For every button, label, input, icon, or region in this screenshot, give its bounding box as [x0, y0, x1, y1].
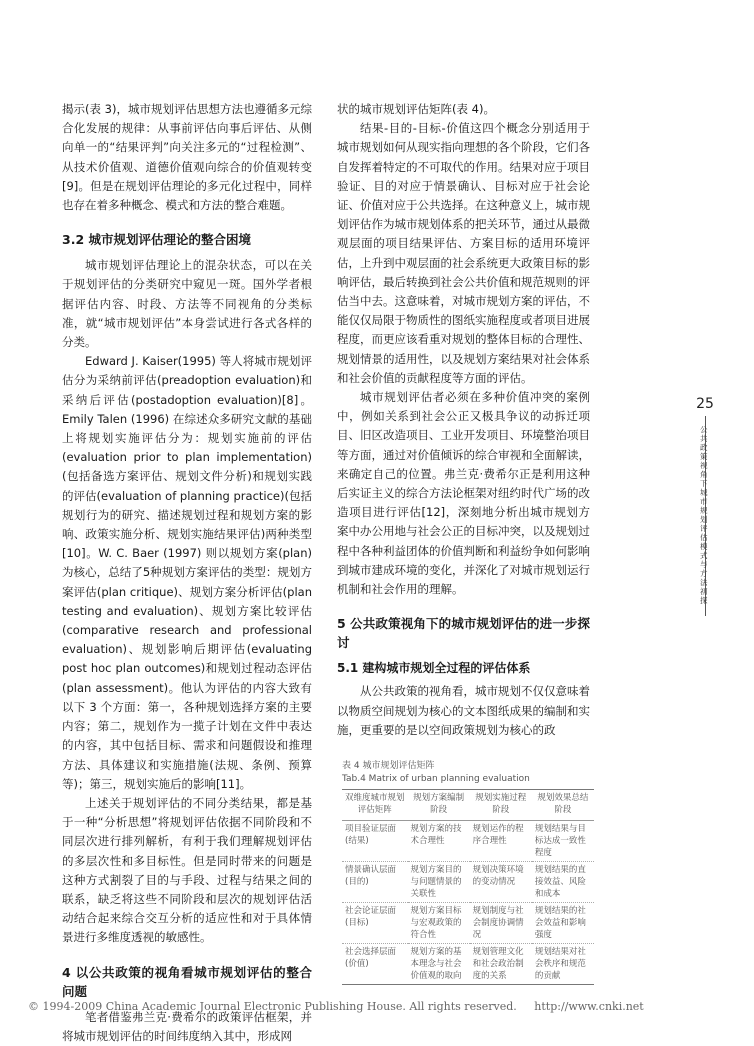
left-text-column [62, 100, 312, 1046]
table-header-row [342, 790, 594, 821]
right-text-column [337, 100, 590, 740]
evaluation-matrix [342, 789, 594, 985]
paragraph: 城市规划评估者必须在多种价值冲突的案例中，例如关系到社会公正又极具争议的动拆迁项目、旧区改造项目、工业开发项目、环境整治项目等方面，通过对价值倾诉的综合审视和全面解读，来确定自己的位置。弗兰克·费希尔正是利用这种后实证主义的综合方法论框架对纽约时代广场的改造项目进行评估[12]，深刻地分析出城市规划方案中办公用地与社会公正的目标冲突，以及规划过程中各种利益团体的价值判断和利益纷争如何影响到城市建成环境的变化，并深化了对城市规划运行机制和社会作用的理解。 [337, 390, 590, 597]
table-cell: 规划结果的直接效益、风险和成本 [532, 862, 594, 903]
table-cell: 规划方案的基本理念与社会价值观的取向 [408, 944, 470, 985]
paragraph: 结果-目的-目标-价值这四个概念分别适用于城市规划如何从现实指向理想的各个阶段，它们各自发挥着特定的不可取代的作用。结果对应于项目验证、目的对应于情景确认、目标对应于社会论证、价值对应于公共选择。在这种意义上，城市规划评估作为城市规划体系的把关环节，通过从最微观层面的项目结果评估、方案目标的适用环境评估，上升到中观层面的社会系统更大政策目标的影响评估，最后转换到社会公共价值和规范规则的评估当中去。这意味着，对城市规划方案的评估，不能仅仅局限于物质性的图纸实施程度或者项目进展程度，而更应该看重对规划的整体目标的合理性、规划情景的适用性，以及规划方案结果对社会体系和社会价值的贡献程度等方面的评估。 [337, 121, 590, 385]
table-cell: 项目验证层面(结果) [342, 821, 408, 862]
table-header-cell: 双维度城市规划评估矩阵 [342, 790, 408, 821]
table-cell: 规划结果对社会秩序和规范的贡献 [532, 944, 594, 985]
table-cell: 规划方案的技术合理性 [408, 821, 470, 862]
table-cell: 规划方案目的与问题情景的关联性 [408, 862, 470, 903]
section-heading-4: 4 以公共政策的视角看城市规划评估的整合问题 [62, 964, 312, 999]
paragraph: Edward J. Kaiser(1995) 等人将城市规划评估分为采纳前评估(preadoption evaluation)和采纳后评估(postadoption evaluation)[8]。Emily Talen (1996) 在综述众多研究文献的基础上将规划实施评估分为：规划实施前的评估(evaluation prior to plan implementation)(包括备选方案评估、规划文件分析)和规划实践的评估(evaluation of planning practice)(包括规划行为的研究、描述规划过程和规划方案的影响、政策实施分析、规划实施结果评估)两种类型 [10]。W. C. Baer (1997) 则以规划方案(plan)为核心，总结了5种规划方案评估的类型：规划方案评估(plan critique)、规划方案分析评估(plan testing and evaluation)、规划方案比较评估(comparative research and professional evaluation)、规划影响后期评估(evaluating post hoc plan outcomes)和规划过程动态评估(plan assessment)。他认为评估的内容大致有以下 3 个方面：第一，各种规划选择方案的主要内容；第二，规划作为一揽子计划在文件中表达的内容，其中包括目标、需求和问题假设和推理方法、具体建议和实施措施(法规、条例、预算等)；第三，规划实施后的影响[11]。 [62, 354, 312, 791]
section-heading-5-1: 5.1 建构城市规划全过程的评估体系 [337, 661, 531, 676]
table-cell: 情景确认层面(目的) [342, 862, 408, 903]
paragraph: 城市规划评估理论上的混杂状态，可以在关于规划评估的分类研究中窥见一斑。国外学者根据评估内容、时段、方法等不同视角的分类标准，就“城市规划评估”本身尝试进行各式各样的分类。 [62, 258, 312, 350]
table-cell: 规划运作的程序合理性 [470, 821, 532, 862]
table-caption-cn: 表 4 城市规划评估矩阵 [342, 761, 435, 771]
table-header-cell: 规划实施过程阶段 [470, 790, 532, 821]
paragraph: 从公共政策的视角看，城市规划不仅仅意味着以物质空间规划为核心的文本图纸成果的编制和实施，更重要的是以空间政策规划为核心的政 [337, 684, 590, 737]
paragraph: 状的城市规划评估矩阵(表 4)。 [337, 102, 495, 116]
table-caption-en: Tab.4 Matrix of urban planning evaluation [342, 774, 530, 784]
table-row [342, 903, 594, 944]
table-cell: 社会论证层面(目标) [342, 903, 408, 944]
table-row [342, 944, 594, 985]
table-cell: 规划结果与目标达成一致性程度 [532, 821, 594, 862]
source-url[interactable]: http://www.cnki.net [534, 1000, 644, 1013]
paragraph: 揭示(表 3)，城市规划评估思想方法也遵循多元综合化发展的规律：从事前评估向事后评估、从侧向单一的“结果评判”向关注多元的“过程检测”、从技术价值观、道德价值观向综合的价值观转变[9]。但是在规划评估理论的多元化过程中，同样也存在着多种概念、模式和方法的整合难题。 [62, 102, 312, 213]
section-heading-3-2: 3.2 城市规划评估理论的整合困境 [62, 232, 251, 248]
table-cell: 社会选择层面(价值) [342, 944, 408, 985]
table-row [342, 821, 594, 862]
page-number: 25 [696, 396, 714, 412]
table-cell: 规划管理文化和社会政治制度的关系 [470, 944, 532, 985]
table-header-cell: 规划方案编制阶段 [408, 790, 470, 821]
section-heading-5: 5 公共政策视角下的城市规划评估的进一步探讨 [337, 616, 590, 651]
running-title: 公共政策视角下城市规划评估模式与方法初探 [700, 425, 708, 605]
table-header-cell: 规划效果总结阶段 [532, 790, 594, 821]
copyright-text: © 1994-2009 China Academic Journal Electronic Publishing House. All rights reserved. [28, 1000, 517, 1013]
copyright-footer [28, 1000, 658, 1013]
table-cell: 规划制度与社会制度协调情况 [470, 903, 532, 944]
paragraph: 上述关于规划评估的不同分类结果，都是基于一种“分析思想”将规划评估依据不同阶段和不同层次进行排列解析，有利于我们理解规划评估的多层次性和多目标性。但是同时带来的问题是这种方式割裂了目的与手段、过程与结果之间的联系，缺乏将这些不同阶段和层次的规划评估活动结合起来综合交互分析的适应性和对于具体情景进行多维度透视的敏感性。 [62, 795, 312, 945]
table-row [342, 862, 594, 903]
table-cell: 规划方案目标与宏观政策的符合性 [408, 903, 470, 944]
table-4 [342, 760, 594, 985]
table-cell: 规划结果的社会效益和影响强度 [532, 903, 594, 944]
table-cell: 规划决策环境的变动情况 [470, 862, 532, 903]
paragraph: 笔者借鉴弗兰克·费希尔的政策评估框架，并将城市规划评估的时间纬度纳入其中，形成网 [62, 1009, 312, 1043]
